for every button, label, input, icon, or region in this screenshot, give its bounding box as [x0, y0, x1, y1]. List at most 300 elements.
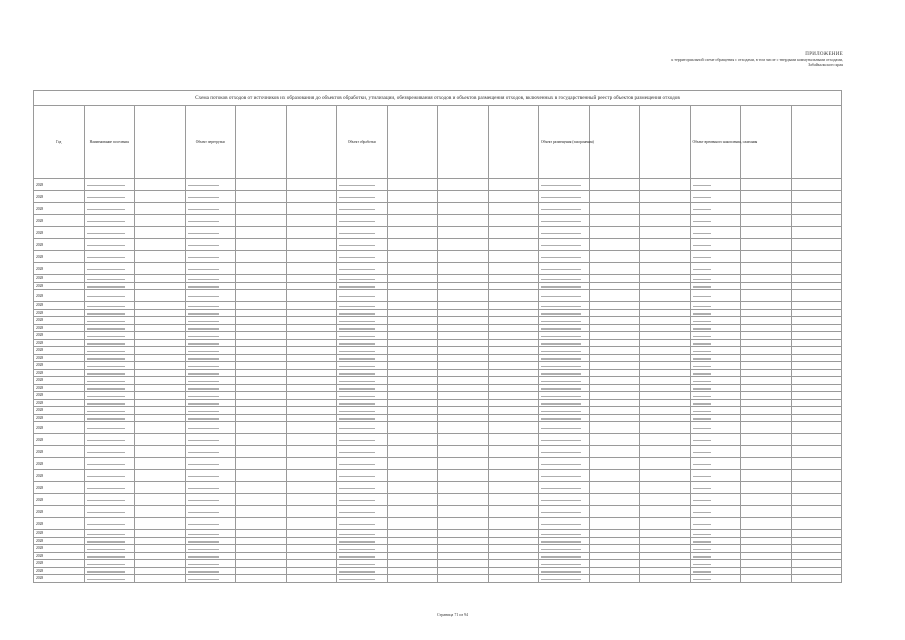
table-cell: [791, 275, 842, 283]
table-cell: [690, 275, 741, 283]
illegible-text: [693, 296, 711, 298]
illegible-text: [541, 388, 581, 390]
illegible-text: [87, 321, 126, 323]
illegible-text: [87, 440, 126, 442]
table-cell: [337, 567, 388, 575]
table-cell: [438, 518, 489, 530]
table-cell: [135, 354, 186, 362]
table-row: [34, 470, 842, 482]
table-cell: [539, 414, 590, 422]
table-cell: [741, 399, 792, 407]
table-row: [34, 362, 842, 370]
table-cell: [387, 302, 438, 310]
illegible-text: [693, 418, 711, 420]
cell-year: 2028: [34, 518, 85, 530]
table-row: [34, 251, 842, 263]
table-cell: [438, 332, 489, 340]
table-cell: [690, 434, 741, 446]
table-cell: [236, 575, 287, 583]
table-cell: [741, 263, 792, 275]
table-row: [34, 575, 842, 583]
table-cell: [791, 317, 842, 325]
table-cell: [337, 282, 388, 290]
table-cell: [539, 384, 590, 392]
illegible-text: [87, 269, 126, 271]
table-cell: [791, 369, 842, 377]
table-cell: [84, 263, 135, 275]
table-cell: [387, 446, 438, 458]
table-cell: [640, 552, 691, 560]
cell-year: 2028: [34, 399, 85, 407]
annex-text: к территориальной схеме обращения с отходами, в том числе с твердыми коммунальными отходами, Забайкальского края: [671, 57, 843, 67]
table-cell: [589, 575, 640, 583]
table-cell: [286, 377, 337, 385]
table-cell: [690, 518, 741, 530]
illegible-text: [693, 411, 711, 413]
table-cell: [741, 215, 792, 227]
table-cell: [539, 377, 590, 385]
table-cell: [84, 275, 135, 283]
illegible-text: [188, 296, 220, 298]
table-cell: [690, 354, 741, 362]
table-cell: [387, 482, 438, 494]
cell-year: 2028: [34, 494, 85, 506]
table-cell: [135, 227, 186, 239]
table-cell: [640, 263, 691, 275]
cell-year: 2028: [34, 392, 85, 400]
table-cell: [387, 399, 438, 407]
table-cell: [438, 446, 489, 458]
table-cell: [690, 537, 741, 545]
table-cell: [690, 263, 741, 275]
illegible-text: [188, 440, 220, 442]
table-cell: [286, 506, 337, 518]
table-cell: [539, 399, 590, 407]
table-cell: [690, 215, 741, 227]
table-cell: [640, 434, 691, 446]
illegible-text: [87, 245, 126, 247]
table-cell: [640, 324, 691, 332]
table-cell: [286, 332, 337, 340]
table-cell: [438, 407, 489, 415]
table-cell: [236, 392, 287, 400]
table-cell: [84, 399, 135, 407]
illegible-text: [87, 233, 126, 235]
table-cell: [589, 482, 640, 494]
table-cell: [438, 324, 489, 332]
table-cell: [337, 251, 388, 263]
table-cell: [387, 339, 438, 347]
table-cell: [286, 282, 337, 290]
table-cell: [135, 567, 186, 575]
illegible-text: [541, 336, 581, 338]
table-row: [34, 203, 842, 215]
table-cell: [135, 282, 186, 290]
illegible-text: [87, 343, 126, 345]
table-cell: [640, 239, 691, 251]
table-cell: [741, 575, 792, 583]
table-cell: [236, 384, 287, 392]
table-cell: [539, 434, 590, 446]
table-cell: [135, 302, 186, 310]
table-body: [34, 179, 842, 583]
table-cell: [135, 530, 186, 538]
table-row: [34, 324, 842, 332]
table-cell: [741, 560, 792, 568]
table-cell: [387, 347, 438, 355]
illegible-text: [188, 233, 220, 235]
table-cell: [791, 458, 842, 470]
table-cell: [337, 215, 388, 227]
header-processing-object: Объект обработки: [347, 140, 376, 144]
table-cell: [741, 407, 792, 415]
table-cell: [589, 215, 640, 227]
table-cell: [387, 567, 438, 575]
illegible-text: [541, 366, 581, 368]
table-cell: [539, 332, 590, 340]
cell-year: 2028: [34, 339, 85, 347]
table-cell: [337, 560, 388, 568]
illegible-text: [188, 418, 220, 420]
table-cell: [236, 545, 287, 553]
table-cell: [690, 290, 741, 302]
table-cell: [589, 362, 640, 370]
table-cell: [286, 545, 337, 553]
table-cell: [286, 203, 337, 215]
illegible-text: [693, 512, 711, 514]
illegible-text: [541, 541, 581, 543]
table-cell: [135, 215, 186, 227]
table-row: [34, 347, 842, 355]
table-cell: [84, 434, 135, 446]
illegible-text: [188, 197, 220, 199]
table-cell: [337, 179, 388, 191]
illegible-text: [693, 321, 711, 323]
table-cell: [741, 545, 792, 553]
table-cell: [286, 414, 337, 422]
table-cell: [488, 494, 539, 506]
table-cell: [286, 227, 337, 239]
table-cell: [236, 339, 287, 347]
table-cell: [236, 263, 287, 275]
illegible-text: [87, 571, 126, 573]
table-cell: [84, 384, 135, 392]
table-cell: [589, 275, 640, 283]
table-cell: [337, 434, 388, 446]
table-cell: [589, 369, 640, 377]
table-cell: [135, 369, 186, 377]
table-cell: [84, 414, 135, 422]
illegible-text: [188, 549, 220, 551]
table-cell: [438, 369, 489, 377]
illegible-text: [87, 564, 126, 566]
table-row: [34, 317, 842, 325]
illegible-text: [188, 524, 220, 526]
table-cell: [488, 324, 539, 332]
illegible-text: [541, 257, 581, 259]
table-cell: [438, 434, 489, 446]
table-cell: [791, 339, 842, 347]
table-cell: [337, 422, 388, 434]
annex-title: ПРИЛОЖЕНИЕ: [805, 52, 843, 57]
table-cell: [387, 414, 438, 422]
table-cell: [539, 537, 590, 545]
illegible-text: [541, 373, 581, 375]
table-cell: [286, 399, 337, 407]
illegible-text: [693, 286, 711, 288]
table-cell: [640, 191, 691, 203]
illegible-text: [87, 221, 126, 223]
table-cell: [387, 251, 438, 263]
illegible-text: [87, 411, 126, 413]
table-cell: [185, 203, 236, 215]
table-cell: [589, 407, 640, 415]
illegible-text: [87, 579, 126, 581]
table-cell: [387, 354, 438, 362]
table-cell: [640, 407, 691, 415]
table-row: [34, 407, 842, 415]
table-cell: [236, 494, 287, 506]
illegible-text: [693, 476, 711, 478]
table-cell: [84, 369, 135, 377]
table-cell: [690, 332, 741, 340]
table-cell: [690, 506, 741, 518]
table-cell: [539, 552, 590, 560]
table-cell: [488, 506, 539, 518]
illegible-text: [339, 476, 375, 478]
table-cell: [387, 317, 438, 325]
table-cell: [84, 302, 135, 310]
table-cell: [236, 567, 287, 575]
table-cell: [488, 575, 539, 583]
table-cell: [488, 275, 539, 283]
illegible-text: [87, 388, 126, 390]
cell-year: 2028: [34, 506, 85, 518]
table-cell: [640, 317, 691, 325]
table-cell: [387, 458, 438, 470]
table-cell: [438, 275, 489, 283]
illegible-text: [339, 452, 375, 454]
illegible-text: [87, 403, 126, 405]
table-cell: [791, 552, 842, 560]
table-cell: [185, 545, 236, 553]
illegible-text: [188, 279, 220, 281]
cell-year: 2028: [34, 422, 85, 434]
table-cell: [640, 446, 691, 458]
table-cell: [589, 446, 640, 458]
table-cell: [135, 518, 186, 530]
illegible-text: [541, 440, 581, 442]
illegible-text: [188, 476, 220, 478]
table-cell: [741, 422, 792, 434]
illegible-text: [541, 464, 581, 466]
illegible-text: [541, 564, 581, 566]
table-cell: [690, 324, 741, 332]
cell-year: 2028: [34, 482, 85, 494]
cell-year: 2028: [34, 239, 85, 251]
illegible-text: [541, 549, 581, 551]
table-cell: [488, 179, 539, 191]
table-cell: [791, 384, 842, 392]
table-cell: [185, 446, 236, 458]
illegible-text: [188, 366, 220, 368]
table-cell: [791, 470, 842, 482]
table-cell: [539, 446, 590, 458]
table-cell: [741, 302, 792, 310]
table-cell: [236, 518, 287, 530]
table-cell: [438, 263, 489, 275]
illegible-text: [339, 524, 375, 526]
table-cell: [286, 446, 337, 458]
table-cell: [286, 215, 337, 227]
table-cell: [791, 179, 842, 191]
table-cell: [185, 227, 236, 239]
table-cell: [539, 227, 590, 239]
table-cell: [791, 215, 842, 227]
header-row: [34, 106, 842, 179]
table-cell: [135, 239, 186, 251]
table-row: [34, 275, 842, 283]
table-cell: [488, 552, 539, 560]
table-cell: [337, 369, 388, 377]
table-cell: [539, 482, 590, 494]
illegible-text: [87, 351, 126, 353]
table-cell: [741, 251, 792, 263]
cell-year: 2028: [34, 552, 85, 560]
table-cell: [337, 414, 388, 422]
table-row: [34, 377, 842, 385]
illegible-text: [87, 534, 126, 536]
table-row: [34, 227, 842, 239]
table-cell: [236, 407, 287, 415]
illegible-text: [541, 500, 581, 502]
table-cell: [539, 191, 590, 203]
illegible-text: [87, 279, 126, 281]
table-cell: [337, 392, 388, 400]
illegible-text: [339, 488, 375, 490]
table-cell: [438, 203, 489, 215]
table-row: [34, 518, 842, 530]
table-cell: [690, 545, 741, 553]
table-cell: [741, 282, 792, 290]
illegible-text: [188, 313, 220, 315]
illegible-text: [693, 185, 711, 187]
table-cell: [84, 458, 135, 470]
table-cell: [185, 317, 236, 325]
table-cell: [337, 537, 388, 545]
table-cell: [135, 537, 186, 545]
table-cell: [84, 446, 135, 458]
table-cell: [135, 275, 186, 283]
table-cell: [741, 494, 792, 506]
table-cell: [387, 239, 438, 251]
table-cell: [286, 530, 337, 538]
table-cell: [135, 446, 186, 458]
illegible-text: [693, 245, 711, 247]
illegible-text: [541, 343, 581, 345]
table-cell: [791, 560, 842, 568]
table-cell: [337, 317, 388, 325]
illegible-text: [541, 403, 581, 405]
table-cell: [741, 191, 792, 203]
cell-year: 2028: [34, 545, 85, 553]
table-cell: [488, 518, 539, 530]
table-cell: [640, 575, 691, 583]
table-cell: [589, 414, 640, 422]
table-cell: [185, 191, 236, 203]
table-cell: [286, 560, 337, 568]
illegible-text: [87, 373, 126, 375]
illegible-text: [339, 541, 375, 543]
table-cell: [539, 290, 590, 302]
cell-year: 2028: [34, 470, 85, 482]
table-cell: [589, 506, 640, 518]
table-cell: [690, 362, 741, 370]
table-cell: [84, 422, 135, 434]
table-cell: [387, 575, 438, 583]
table-cell: [690, 392, 741, 400]
table-cell: [135, 392, 186, 400]
table-cell: [791, 263, 842, 275]
illegible-text: [339, 381, 375, 383]
cell-year: 2028: [34, 263, 85, 275]
table-cell: [185, 537, 236, 545]
table-cell: [337, 203, 388, 215]
cell-year: 2028: [34, 362, 85, 370]
illegible-text: [541, 571, 581, 573]
table-cell: [539, 545, 590, 553]
cell-year: 2028: [34, 179, 85, 191]
table-cell: [135, 332, 186, 340]
table-cell: [84, 290, 135, 302]
table-cell: [539, 392, 590, 400]
waste-flow-table: [33, 90, 842, 583]
table-cell: [337, 407, 388, 415]
illegible-text: [188, 351, 220, 353]
cell-year: 2028: [34, 458, 85, 470]
table-cell: [539, 567, 590, 575]
table-cell: [236, 215, 287, 227]
table-cell: [488, 362, 539, 370]
table-cell: [488, 354, 539, 362]
table-row: [34, 332, 842, 340]
table-cell: [741, 377, 792, 385]
illegible-text: [541, 185, 581, 187]
table-cell: [589, 191, 640, 203]
table-cell: [640, 470, 691, 482]
illegible-text: [541, 488, 581, 490]
table-cell: [337, 494, 388, 506]
illegible-text: [87, 549, 126, 551]
cell-year: 2028: [34, 369, 85, 377]
table-cell: [438, 470, 489, 482]
table-cell: [741, 339, 792, 347]
illegible-text: [693, 464, 711, 466]
illegible-text: [693, 388, 711, 390]
illegible-text: [339, 579, 375, 581]
table-cell: [690, 369, 741, 377]
table-cell: [337, 530, 388, 538]
table-cell: [236, 354, 287, 362]
illegible-text: [188, 269, 220, 271]
cell-year: 2028: [34, 324, 85, 332]
table-cell: [640, 179, 691, 191]
table-cell: [84, 324, 135, 332]
illegible-text: [693, 403, 711, 405]
table-row: [34, 434, 842, 446]
illegible-text: [693, 488, 711, 490]
table-cell: [135, 324, 186, 332]
